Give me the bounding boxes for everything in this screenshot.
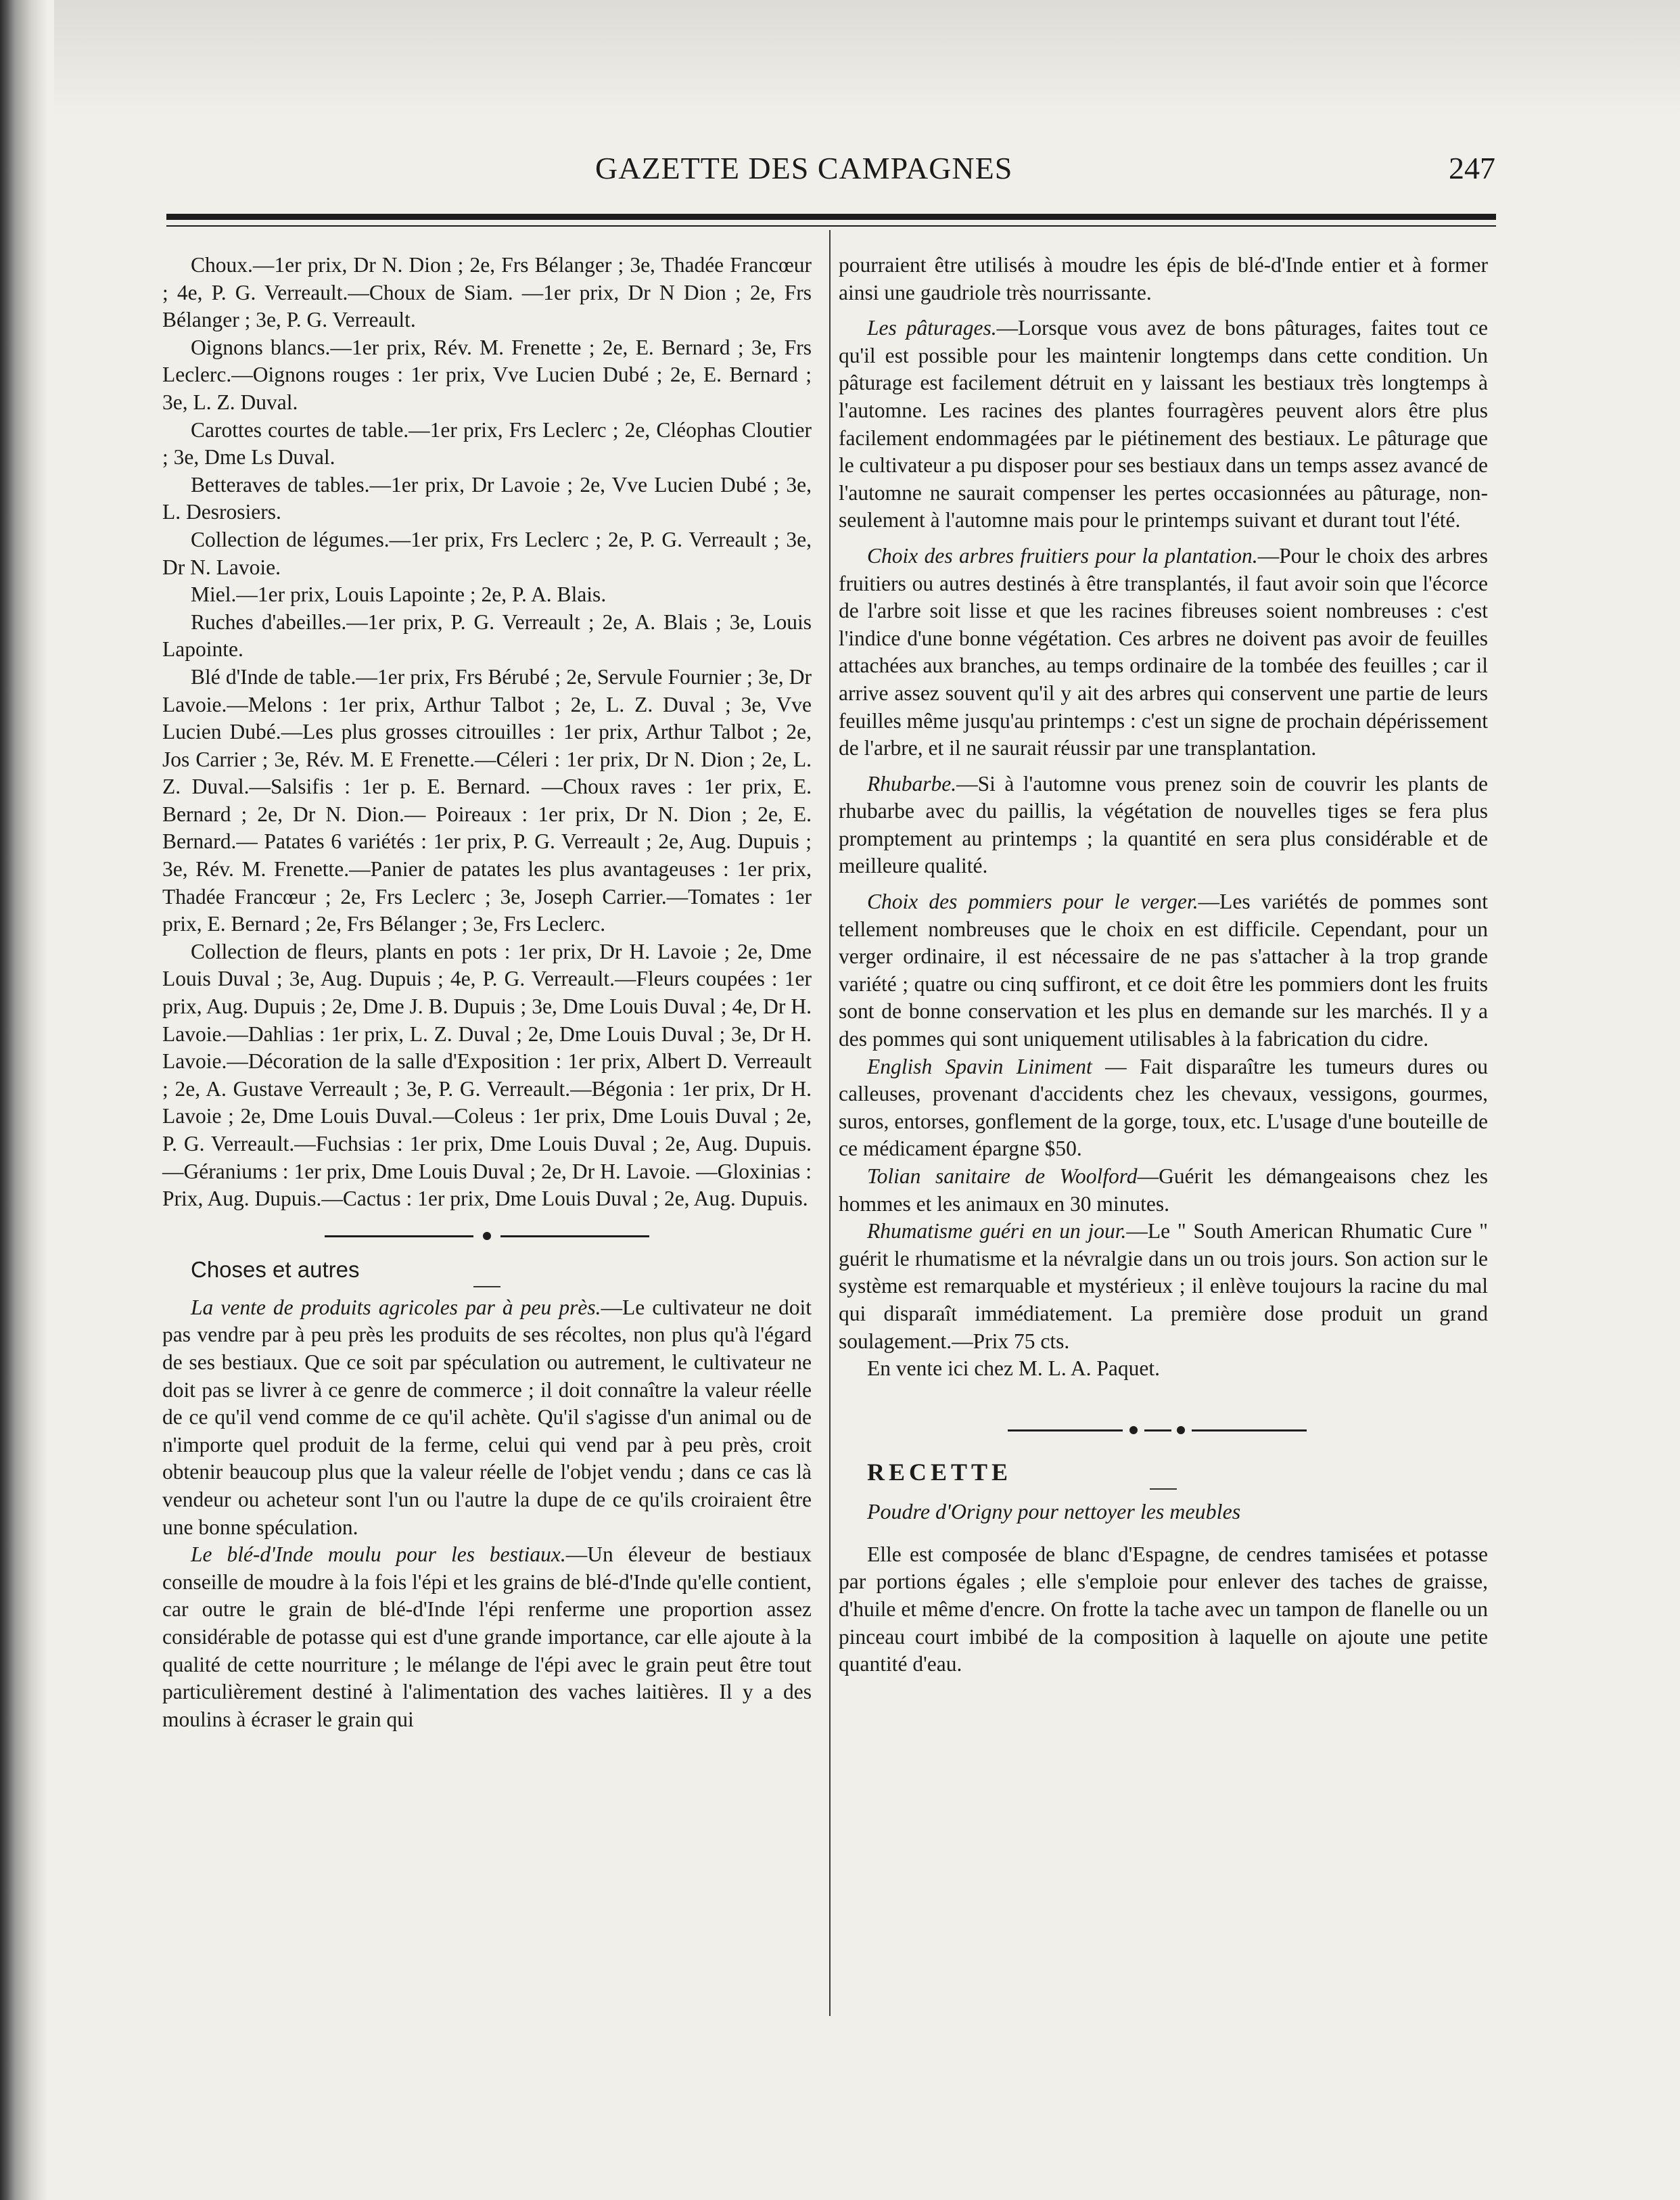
header-rule-thin [166, 225, 1496, 227]
ads-footer: En vente ici chez M. L. A. Paquet. [867, 1356, 1161, 1381]
prize-paragraph: Ruches d'abeilles.—1er prix, P. G. Verreault ; 2e, A. Blais ; 3e, Louis Lapointe. [162, 610, 812, 662]
paper-speckle [54, 0, 1680, 115]
article-body: —Lorsque vous avez de bons pâturages, faites tout ce qu'il est possible pour les maintenir longtemps dans cette condition. Un pâturage est facilement détruit en y laissant les bestiaux très longtemps à l'automne. Les racines des plantes fourragères peuvent alors être plus facilement endommagées par le piétinement des bestiaux. Le pâturage que le cultivateur a pu disposer pour ses bestiaux dans un temps assez avancé de l'automne ne saurait compenser les pertes occasionnées au pâturage, non-seulement à l'automne mais pour le printemps suivant et durant tout l'été. [839, 316, 1488, 532]
ad-title: Tolian sanitaire de Woolford [867, 1164, 1138, 1188]
left-column [162, 252, 812, 1733]
section-heading: Choses et autres [191, 1256, 360, 1282]
page-header-title: GAZETTE DES CAMPAGNES [595, 151, 1013, 185]
article-body: —Si à l'automne vous prenez soin de couvrir les plants de rhubarbe avec du paillis, la végétation de nouvelles tiges se fera plus promptement au printemps ; la quantité en sera plus considérable et de meilleure qualité. [839, 771, 1488, 878]
header-rule-thick [166, 214, 1496, 220]
column-divider [829, 230, 831, 2016]
recipe-heading: RECETTE [867, 1458, 1012, 1486]
article-body: —Pour le choix des arbres fruitiers ou autres destinés à être transplantés, il faut avoir soin que l'écorce de l'arbre soit lisse et que les racines fibreuses soient nombreuses : c'est l'indice d'une bonne végétation. Ces arbres ne doivent pas avoir de feuilles attachées aux branches, au temps ordinaire de la tombée des feuilles ; car il arrive assez souvent qu'il y ait des arbres qui conservent une partie de leurs feuilles même jusqu'au printemps : c'est un signe de prochain dépérissement de l'arbre, et il ne saurait réussir par une transplantation. [839, 543, 1488, 760]
prize-paragraph: Oignons blancs.—1er prix, Rév. M. Frenette ; 2e, E. Bernard ; 3e, Frs Leclerc.—Oignons rouges : 1er prix, Vve Lucien Dubé ; 2e, E. Bernard ; 3e, L. Z. Duval. [162, 335, 812, 414]
ad-body: —Le " South American Rhumatic Cure " guérit le rhumatisme et la névralgie dans un ou trois jours. Son action sur le système est remarquable et mystérieux ; il enlève toujours la racine du mal qui disparaît immédiatement. La première dose produit un grand soulagement.—Prix 75 cts. [839, 1219, 1488, 1353]
binding-shadow [0, 0, 47, 2200]
article [162, 1294, 812, 1541]
right-column [839, 252, 1488, 1678]
prize-paragraph: Choux.—1er prix, Dr N. Dion ; 2e, Frs Bélanger ; 3e, Thadée Francœur ; 4e, P. G. Verreault.—Choux de Siam. —1er prix, Dr N Dion ; 2e, Frs Bélanger ; 3e, P. G. Verreault. [162, 253, 812, 332]
advertisement [839, 1053, 1488, 1163]
article [162, 1541, 812, 1733]
prize-paragraph: Carottes courtes de table.—1er prix, Frs Leclerc ; 2e, Cléophas Cloutier ; 3e, Dme Ls Duval. [162, 417, 812, 469]
page-number: 247 [1449, 151, 1495, 185]
recipe-ornament [839, 1417, 1488, 1444]
article-body: —Un éleveur de bestiaux conseille de moudre à la fois l'épi et les grains de blé-d'Inde qu'elle contient, car outre le grain de blé-d'Inde l'épi renferme une proportion assez considérable de potasse qui est d'une grande importance, car elle ajoute à la qualité de cette nourriture ; le mélange de l'épi avec le grain peut être tout particulièrement destiné à l'alimentation des vaches laitières. Il y a des moulins à écraser le grain qui [162, 1542, 812, 1731]
article-title: Le blé-d'Inde moulu pour les bestiaux. [191, 1542, 566, 1567]
article-title: La vente de produits agricoles par à peu près. [191, 1295, 601, 1319]
ad-title: Rhumatisme guéri en un jour. [867, 1219, 1127, 1243]
section-ornament [162, 1222, 812, 1250]
article-title: Les pâturages. [867, 316, 997, 340]
article-title: Choix des pommiers pour le verger. [867, 890, 1198, 914]
continued-paragraph: pourraient être utilisés à moudre les épis de blé-d'Inde entier et à former ainsi une gaudriole très nourrissante. [839, 253, 1488, 304]
advertisement [839, 1218, 1488, 1355]
prize-paragraph: Blé d'Inde de table.—1er prix, Frs Bérubé ; 2e, Servule Fournier ; 3e, Dr Lavoie.—Melons : 1er prix, Arthur Talbot ; 2e, L. Z. Duval ; 3e, Vve Lucien Dubé.—Les plus grosses citrouilles : 1er prix, Arthur Talbot ; 2e, Jos Carrier ; 3e, Rév. M. E Frenette.—Céleri : 1er prix, Dr N. Dion ; 2e, L. Z. Duval.—Salsifis : 1er p. E. Bernard. —Choux raves : 1er prix, E. Bernard ; 2e, Dr N. Dion.— Poireaux : 1er prix, Dr N. Dion ; 2e, E. Bernard.— Patates 6 variétés : 1er prix, P. G. Verreault ; 2e, Aug. Dupuis ; 3e, Rév. M. Frenette.—Panier de patates les plus avantageuses : 1er prix, Thadée Francœur ; 2e, Frs Leclerc ; 3e, Joseph Carrier.—Tomates : 1er prix, E. Bernard ; 2e, Frs Bélanger ; 3e, Frs Leclerc. [162, 664, 812, 936]
ad-body: — Fait disparaître les tumeurs dures ou calleuses, provenant d'accidents chez les chevaux, vessigons, gourmes, suros, entorses, gonflement de la gorge, toux, etc. L'usage d'une bouteille de ce médicament épargne $50. [839, 1054, 1488, 1161]
prize-paragraph: Collection de fleurs, plants en pots : 1er prix, Dr H. Lavoie ; 2e, Dme Louis Duval ; 3e, Aug. Dupuis ; 4e, P. G. Verreault.—Fleurs coupées : 1er prix, Aug. Dupuis ; 2e, Dme J. B. Dupuis ; 3e, Dme Louis Duval ; 4e, Dr H. Lavoie.—Dahlias : 1er prix, L. Z. Duval ; 2e, Dme Louis Duval ; 3e, Dr H. Lavoie.—Décoration de la salle d'Exposition : 1er prix, Albert D. Verreault ; 2e, A. Gustave Verreault ; 3e, P. G. Verreault.—Bégonia : 1er prix, Dr H. Lavoie ; 2e, Dme Louis Duval.—Coleus : 1er prix, Dme Louis Duval ; 2e, P. G. Verreault.—Fuchsias : 1er prix, Dme Louis Duval ; 2e, Aug. Dupuis.—Géraniums : 1er prix, Dme Louis Duval ; 2e, Dr H. Lavoie. —Gloxinias : Prix, Aug. Dupuis.—Cactus : 1er prix, Dme Louis Duval ; 2e, Aug. Dupuis. [162, 939, 812, 1211]
article-title: Rhubarbe. [867, 771, 957, 796]
article-title: Choix des arbres fruitiers pour la plantation. [867, 543, 1258, 568]
article-body: —Les variétés de pommes sont tellement nombreuses que le choix en est difficile. Cependant, pour un verger ordinaire, il est nécessaire de ne pas s'attacher à la trop grande variété ; quatre ou cinq suffiront, et ce doit être les pommiers dont les fruits sont de bonne conservation et les plus en demande sur les marchés. Il y a des pommes qui sont uniquement utilisables à la fabrication du cidre. [839, 890, 1488, 1051]
article [839, 543, 1488, 762]
ad-body: —Guérit les démangeaisons chez les hommes et les animaux en 30 minutes. [839, 1164, 1488, 1216]
prize-paragraph: Betteraves de tables.—1er prix, Dr Lavoie ; 2e, Vve Lucien Dubé ; 3e, L. Desrosiers. [162, 472, 812, 524]
ad-title: English Spavin Liniment [867, 1054, 1092, 1078]
article-body: —Le cultivateur ne doit pas vendre par à peu près les produits de ses récoltes, non plus qu'à l'égard de ses bestiaux. Que ce soit par spéculation ou autrement, le cultivateur ne doit pas se livrer à ce genre de commerce ; il doit connaître la valeur réelle de ce qu'il vend comme de ce qu'il achète. Qu'il s'agisse d'un animal ou de n'importe quel produit de la ferme, celui qui vend par à peu près, croit obtenir beaucoup plus que la valeur réelle de l'objet vendu ; dans ce cas là vendeur ou acheteur sont l'un ou l'autre la dupe de ce qu'ils croiraient être une bonne spéculation. [162, 1295, 812, 1539]
heading-dash [1150, 1488, 1177, 1490]
recipe-body: Elle est composée de blanc d'Espagne, de cendres tamisées et potasse par portions égales ; elle s'emploie pour enlever des taches de graisse, d'huile et même d'encre. On frotte la tache avec un tampon de flanelle ou un pinceau court imbibé de la composition à laquelle on ajoute une petite quantité d'eau. [839, 1542, 1488, 1676]
advertisement [839, 1163, 1488, 1218]
article [839, 315, 1488, 534]
prize-paragraph: Miel.—1er prix, Louis Lapointe ; 2e, P. A. Blais. [191, 582, 607, 607]
article [839, 771, 1488, 880]
heading-dash [473, 1286, 500, 1287]
prize-paragraph: Collection de légumes.—1er prix, Frs Leclerc ; 2e, P. G. Verreault ; 3e, Dr N. Lavoie. [162, 527, 812, 579]
recipe-subheading: Poudre d'Origny pour nettoyer les meubles [867, 1498, 1241, 1523]
article [839, 888, 1488, 1053]
